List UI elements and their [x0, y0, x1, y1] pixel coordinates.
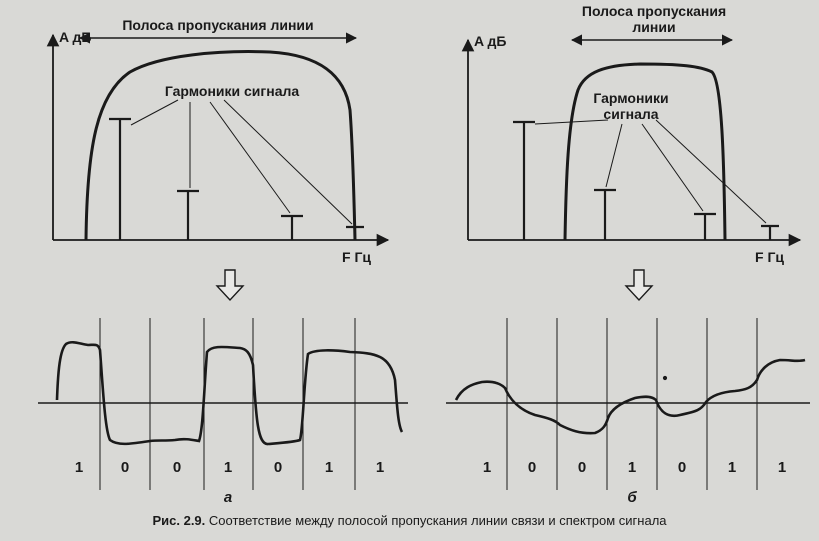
bandwidth-label-line2: линии	[632, 19, 676, 35]
bit-label: 1	[74, 459, 84, 476]
down-arrow	[217, 270, 243, 300]
panel-a-sublabel: а	[223, 489, 233, 506]
leader-lines	[131, 100, 352, 224]
bit-label: 1	[324, 459, 334, 476]
bit-label: 1	[482, 459, 492, 476]
signal-trace	[57, 342, 402, 444]
bit-label: 0	[577, 459, 587, 476]
bandwidth-label: Полоса пропускания линии	[122, 17, 314, 33]
bit-label: 1	[375, 459, 385, 476]
figure-caption	[0, 513, 819, 528]
bandwidth-label-line1: Полоса пропускания	[581, 3, 727, 19]
bit-label: 1	[777, 459, 787, 476]
harmonics-label-line2: сигнала	[603, 106, 659, 122]
bit-label: 0	[273, 459, 283, 476]
x-axis-label: F Гц	[755, 249, 784, 265]
trace-dot	[663, 376, 666, 379]
x-axis-label: F Гц	[342, 249, 371, 265]
panel-b-sublabel: б	[627, 489, 637, 506]
y-axis-label: A дБ	[59, 29, 92, 45]
harmonics	[109, 119, 364, 240]
panel-b-spectrum	[468, 40, 800, 300]
harmonics	[513, 122, 779, 240]
signal-trace	[456, 360, 805, 433]
bit-label: 1	[223, 459, 233, 476]
passband-curve	[86, 52, 355, 240]
bit-label: 1	[627, 459, 637, 476]
y-axis-label: A дБ	[474, 33, 507, 49]
bit-label: 0	[527, 459, 537, 476]
caption-number: Рис. 2.9.	[152, 513, 206, 528]
panel-a-spectrum	[53, 35, 388, 300]
panel-a-spectrum-labels	[59, 17, 371, 265]
panel-b-spectrum-labels	[474, 3, 784, 265]
bit-label: 0	[172, 459, 182, 476]
down-arrow	[626, 270, 652, 300]
bit-label: 0	[677, 459, 687, 476]
harmonics-label: Гармоники сигнала	[164, 83, 300, 99]
panel-a-bits	[75, 459, 384, 506]
bit-label: 1	[727, 459, 737, 476]
caption-text: Соответствие между полосой пропускания линии связи и спектром сигнала	[208, 513, 667, 528]
harmonics-label-line1: Гармоники	[593, 90, 669, 106]
panel-b-bits	[483, 459, 786, 506]
bit-label: 0	[120, 459, 130, 476]
